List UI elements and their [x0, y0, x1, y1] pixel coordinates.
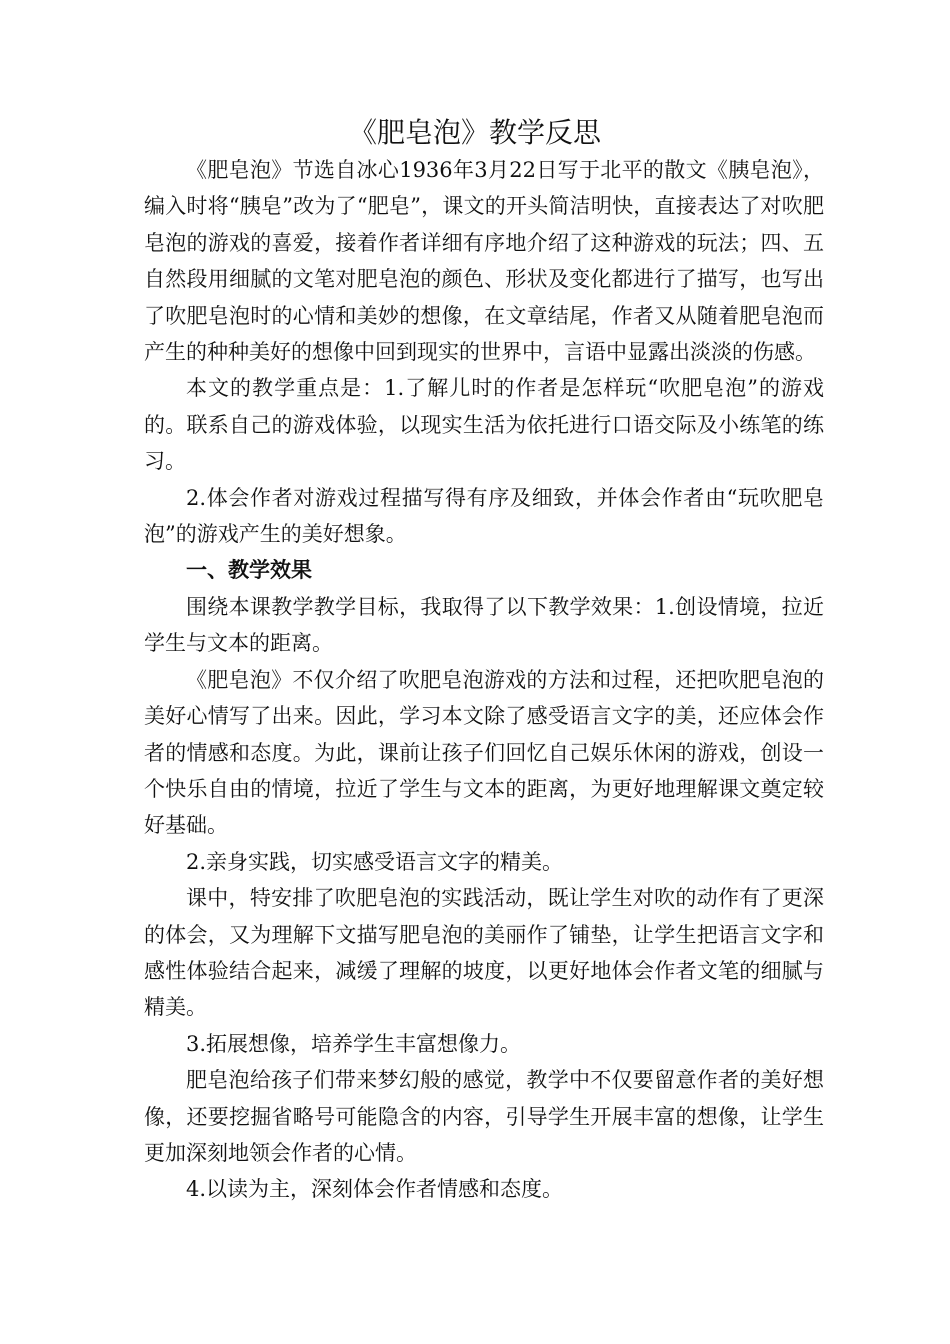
paragraph-effect-3-title: 3.拓展想像，培养学生丰富想像力。	[186, 1031, 522, 1056]
paragraph-effect-intro: 围绕本课教学教学目标，我取得了以下教学效果：1.创设情境，拉近学生与文本的距离。	[144, 594, 824, 656]
paragraph-key-points-1: 本文的教学重点是：1.了解儿时的作者是怎样玩“吹肥皂泡”的游戏的。联系自己的游戏体验，以现实生活为依托进行口语交际及小练笔的练习。	[144, 376, 824, 474]
document-body	[144, 152, 824, 1208]
document-title: 《肥皂泡》教学反思	[348, 116, 601, 149]
paragraph-effect-1-detail: 《肥皂泡》不仅介绍了吹肥皂泡游戏的方法和过程，还把吹肥皂泡的美好心情写了出来。因此，学习本文除了感受语言文字的美，还应体会作者的情感和态度。为此，课前让孩子们回忆自己娱乐休闲的游戏，创设一个快乐自由的情境，拉近了学生与文本的距离，为更好地理解课文奠定较好基础。	[144, 667, 824, 838]
paragraph-effect-2-detail: 课中，特安排了吹肥皂泡的实践活动，既让学生对吹的动作有了更深的体会，又为理解下文描写肥皂泡的美丽作了铺垫，让学生把语言文字和感性体验结合起来，减缓了理解的坡度，以更好地体会作者文笔的细腻与精美。	[144, 886, 824, 1020]
section-heading-teaching-effect: 一、教学效果	[186, 558, 312, 583]
paragraph-intro: 《肥皂泡》节选自冰心1936年3月22日写于北平的散文《胰皂泡》，编入时将“胰皂”改为了“肥皂”，课文的开头简洁明快，直接表达了对吹肥皂泡的游戏的喜爱，接着作者详细有序地介绍了这种游戏的玩法；四、五自然段用细腻的文笔对肥皂泡的颜色、形状及变化都进行了描写，也写出了吹肥皂泡时的心情和美妙的想像，在文章结尾，作者又从随着肥皂泡而产生的种种美好的想像中回到现实的世界中，言语中显露出淡淡的伤感。	[144, 158, 824, 365]
paragraph-effect-4-title: 4.以读为主，深刻体会作者情感和态度。	[186, 1177, 564, 1202]
paragraph-key-points-2: 2.体会作者对游戏过程描写得有序及细致，并体会作者由“玩吹肥皂泡”的游戏产生的美好想象。	[144, 485, 824, 547]
paragraph-effect-2-title: 2.亲身实践，切实感受语言文字的精美。	[186, 849, 564, 874]
paragraph-effect-3-detail: 肥皂泡给孩子们带来梦幻般的感觉，教学中不仅要留意作者的美好想像，还要挖掘省略号可能隐含的内容，引导学生开展丰富的想像，让学生更加深刻地领会作者的心情。	[144, 1068, 824, 1165]
